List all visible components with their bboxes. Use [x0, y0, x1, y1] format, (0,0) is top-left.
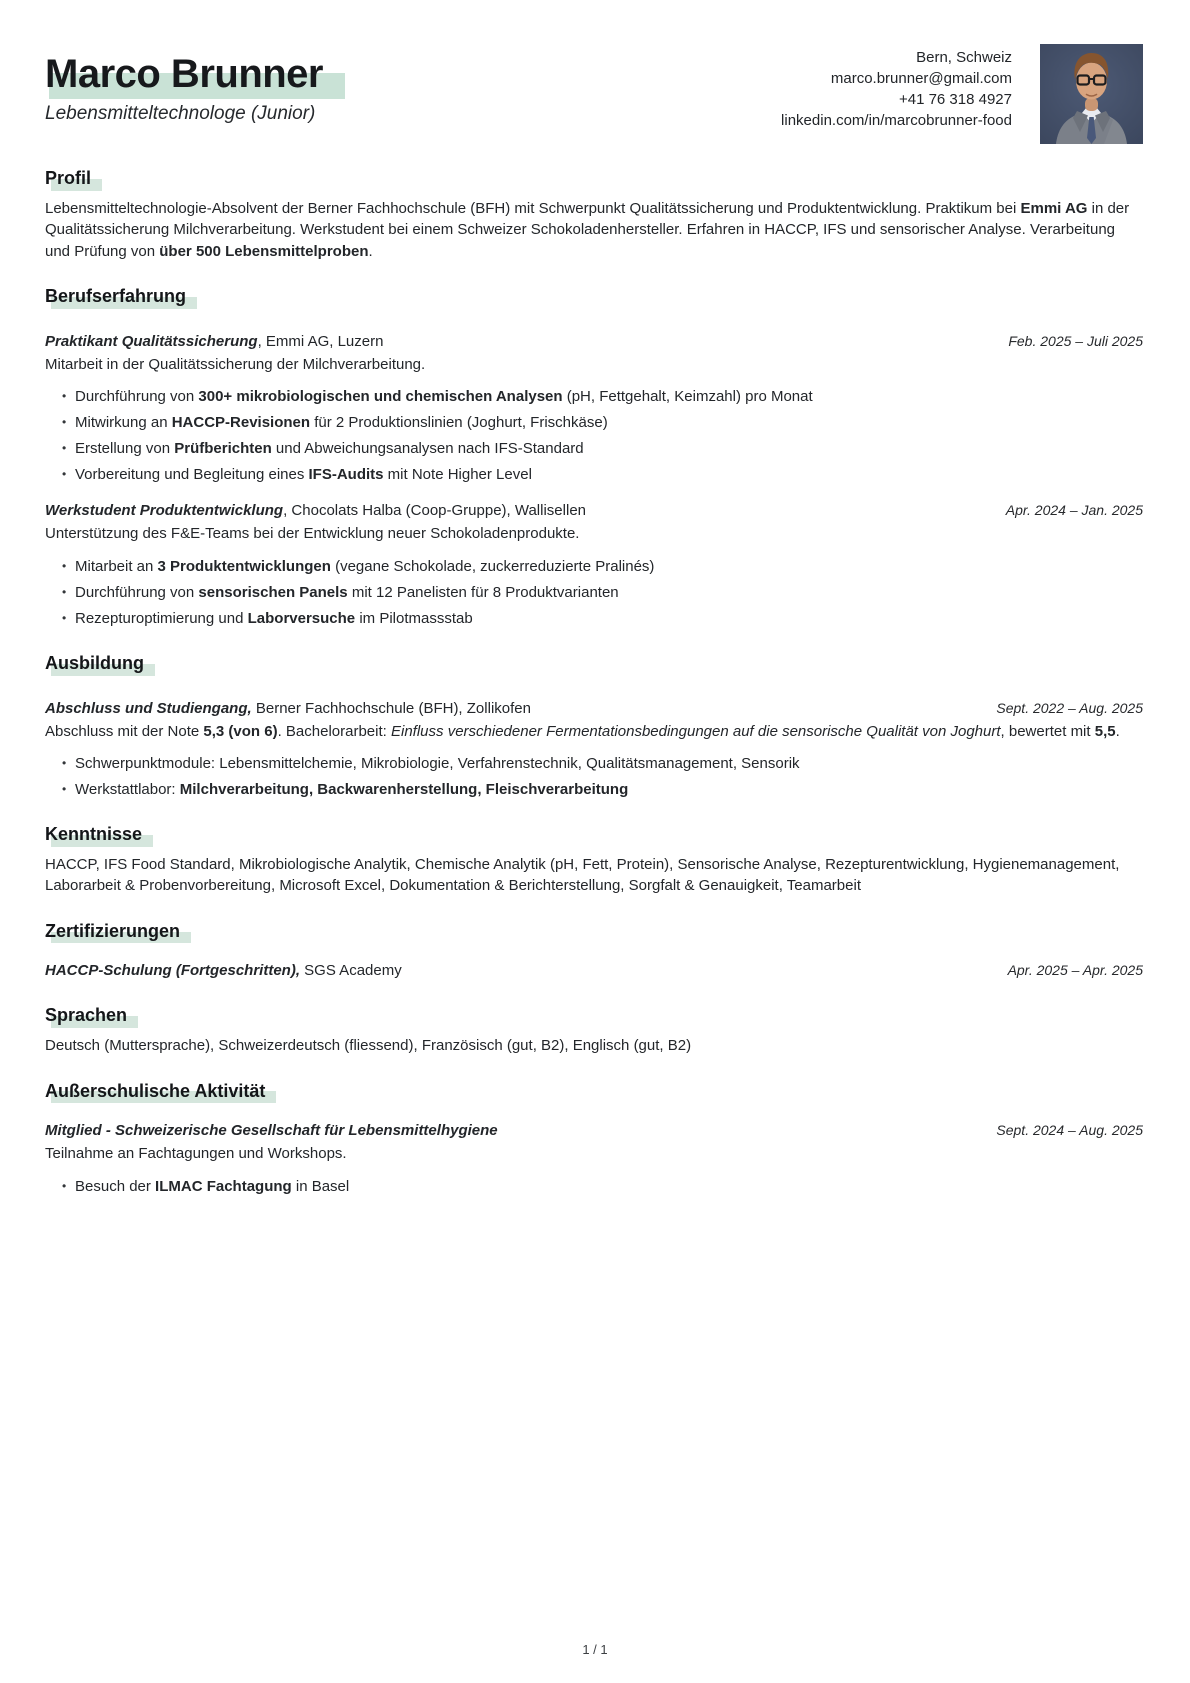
- activity-entry: [45, 1120, 1143, 1197]
- entry-title-line: [45, 1120, 498, 1141]
- education-entry: [45, 698, 1143, 801]
- section-zertifizierungen: [45, 921, 1143, 982]
- certification-entry: [45, 960, 1143, 981]
- bullet-item: • Besuch der ILMAC Fachtagung in Basel: [75, 1176, 1143, 1197]
- identity-block: [45, 54, 323, 125]
- section-profil: [45, 168, 1143, 262]
- person-job-title: Lebensmitteltechnologe (Junior): [45, 103, 316, 124]
- entry-title-line: [45, 500, 586, 521]
- entry-bullet-list: [45, 753, 1143, 800]
- entry-head: [45, 500, 1143, 521]
- contact-location: Bern, Schweiz: [916, 49, 1012, 66]
- education-description: Abschluss mit der Note 5,3 (von 6). Bachelorarbeit: Einfluss verschiedener Fermentationsbedingungen auf die sensorische Qualität von Joghurt, bewertet mit 5,5.: [45, 722, 1120, 740]
- section-heading-aktivitaet: Außerschulische Aktivität: [45, 1080, 266, 1101]
- entry-date: Feb. 2025 – Juli 2025: [1008, 332, 1143, 349]
- section-aktivitaet: [45, 1081, 1143, 1197]
- entry-bullet-list: [45, 1176, 1143, 1197]
- section-heading-ausbildung: Ausbildung: [45, 652, 144, 673]
- section-ausbildung: [45, 653, 1143, 800]
- section-heading-berufserfahrung: Berufserfahrung: [45, 286, 187, 307]
- sprachen-text: Deutsch (Muttersprache), Schweizerdeutsch (fliessend), Französisch (gut, B2), Englisch (gut, B2): [45, 1037, 692, 1055]
- contact-email: marco.brunner@gmail.com: [830, 70, 1012, 87]
- contact-block: [781, 47, 1012, 131]
- bullet-item: • Erstellung von Prüfberichten und Abweichungsanalysen nach IFS-Standard: [75, 438, 1143, 459]
- entry-title-line: [45, 960, 402, 981]
- entry-head: [45, 698, 1143, 719]
- bullet-item: • Durchführung von 300+ mikrobiologischen und chemischen Analysen (pH, Fettgehalt, Keimzahl) pro Monat: [75, 386, 1143, 407]
- bullet-item: • Durchführung von sensorischen Panels mit 12 Panelisten für 8 Produktvarianten: [75, 582, 1143, 603]
- experience-entry: [45, 331, 1143, 486]
- entry-title-line: [45, 698, 531, 719]
- section-heading-sprachen: Sprachen: [45, 1005, 128, 1026]
- entry-date: Apr. 2025 – Apr. 2025: [1007, 962, 1143, 979]
- section-heading-profil: Profil: [45, 168, 92, 188]
- bullet-item: • Vorbereitung und Begleitung eines IFS-Audits mit Note Higher Level: [75, 464, 1143, 485]
- person-name: Marco Brunner: [45, 52, 323, 96]
- entry-head: [45, 1120, 1143, 1141]
- profil-text: Lebensmitteltechnologie-Absolvent der Berner Fachhochschule (BFH) mit Schwerpunkt Qualitätssicherung und Produktentwicklung. Praktikum bei Emmi AG in der Qualitätssicherung Milchverarbeitung. Werkstudent bei einem Schweizer Schokoladenhersteller. Erfahren in HACCP, IFS und sensorischer Analyse. Verarbeitung und Prüfung von über 500 Lebensmittelproben.: [45, 199, 1130, 260]
- header-right: [781, 44, 1143, 144]
- entry-title: Praktikant Qualitätssicherung: [45, 332, 258, 350]
- entry-bullet-list: [45, 386, 1143, 485]
- entry-date: Apr. 2024 – Jan. 2025: [1005, 502, 1143, 519]
- entry-date: Sept. 2024 – Aug. 2025: [996, 1122, 1143, 1139]
- kenntnisse-text: HACCP, IFS Food Standard, Mikrobiologische Analytik, Chemische Analytik (pH, Fett, Protein), Sensorische Analyse, Rezepturentwicklung, Hygienemanagement, Laborarbeit & Probenvorbereitung, Microsoft Excel, Dokumentation & Berichterstellung, Sorgfalt & Genauigkeit, Teamarbeit: [45, 855, 1120, 895]
- entry-date: Sept. 2022 – Aug. 2025: [996, 699, 1143, 716]
- entry-subtitle: Unterstützung des F&E-Teams bei der Entwicklung neuer Schokoladenprodukte.: [45, 525, 580, 543]
- page-number: 1 / 1: [582, 1642, 608, 1657]
- entry-title: Mitglied - Schweizerische Gesellschaft für Lebensmittelhygiene: [45, 1122, 498, 1140]
- contact-phone: +41 76 318 4927: [898, 91, 1012, 108]
- section-kenntnisse: [45, 824, 1143, 897]
- entry-title: HACCP-Schulung (Fortgeschritten),: [45, 962, 300, 980]
- bullet-item: • Mitarbeit an 3 Produktentwicklungen (vegane Schokolade, zuckerreduzierte Pralinés): [75, 556, 1143, 577]
- section-heading-kenntnisse: Kenntnisse: [45, 824, 143, 845]
- profile-photo: [1040, 44, 1143, 144]
- bullet-item: • Werkstattlabor: Milchverarbeitung, Backwarenherstellung, Fleischverarbeitung: [75, 779, 1143, 800]
- bullet-item: • Schwerpunktmodule: Lebensmittelchemie, Mikrobiologie, Verfahrenstechnik, Qualitätsmanagement, Sensorik: [75, 753, 1143, 774]
- entry-head: [45, 331, 1143, 352]
- contact-linkedin: linkedin.com/in/marcobrunner-food: [781, 112, 1012, 129]
- entry-title-rest: SGS Academy: [300, 962, 402, 980]
- entry-title: Werkstudent Produktentwicklung: [45, 502, 284, 520]
- entry-title-rest: Berner Fachhochschule (BFH), Zollikofen: [251, 699, 531, 717]
- entry-bullet-list: [45, 556, 1143, 629]
- experience-entry: [45, 500, 1143, 629]
- entry-subtitle: Teilnahme an Fachtagungen und Workshops.: [45, 1145, 347, 1163]
- entry-head: [45, 960, 1143, 981]
- section-heading-zertifizierungen: Zertifizierungen: [45, 920, 181, 941]
- entry-subtitle: Mitarbeit in der Qualitätssicherung der Milchverarbeitung.: [45, 355, 426, 373]
- entry-title-line: [45, 331, 383, 352]
- bullet-item: • Mitwirkung an HACCP-Revisionen für 2 Produktionslinien (Joghurt, Frischkäse): [75, 412, 1143, 433]
- entry-title-rest: , Chocolats Halba (Coop-Gruppe), Wallisellen: [283, 502, 587, 520]
- entry-title-rest: , Emmi AG, Luzern: [257, 332, 384, 350]
- header: [45, 44, 1143, 144]
- section-berufserfahrung: [45, 286, 1143, 629]
- bullet-item: • Rezepturoptimierung und Laborversuche im Pilotmassstab: [75, 608, 1143, 629]
- section-sprachen: [45, 1005, 1143, 1056]
- entry-title: Abschluss und Studiengang,: [45, 699, 252, 717]
